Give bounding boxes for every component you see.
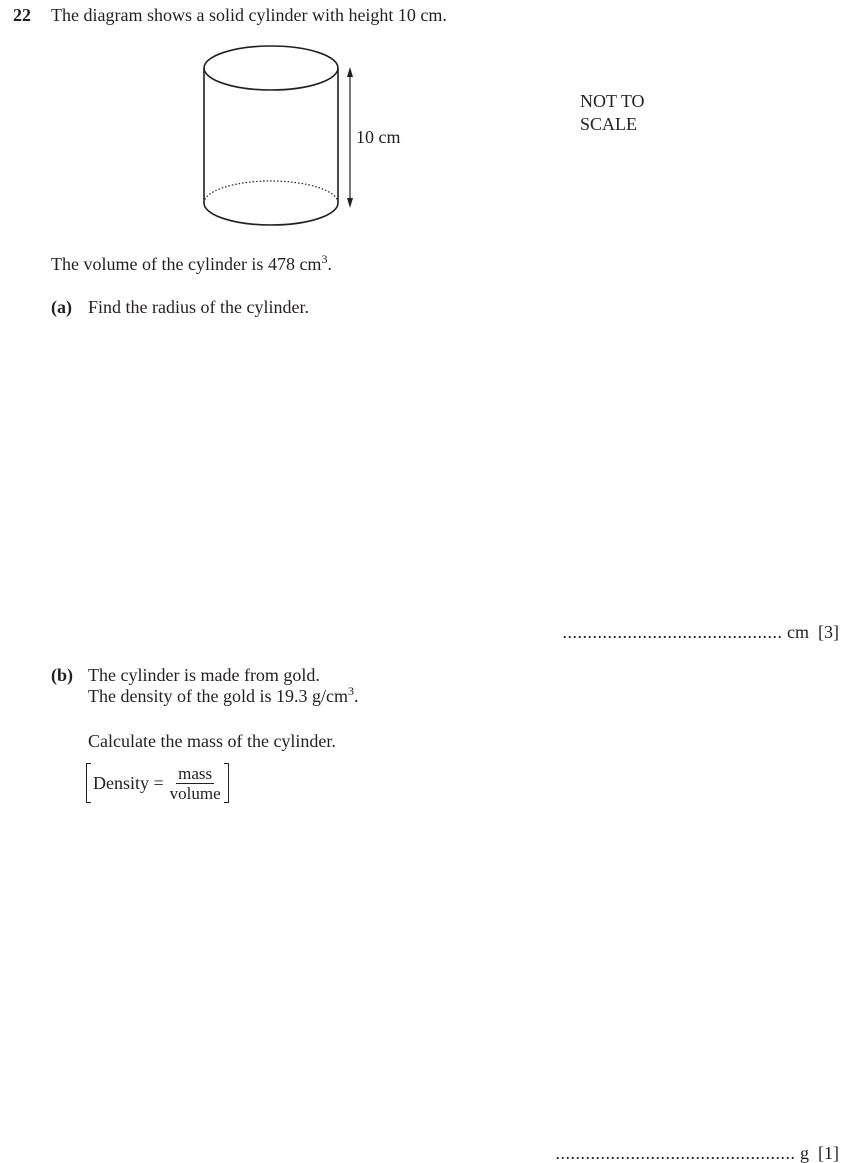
density-formula — [86, 762, 229, 804]
marks: [3] — [818, 622, 839, 642]
answer-unit: g — [800, 1143, 809, 1163]
part-a-answer-line[interactable] — [563, 623, 840, 641]
answer-dots: ................................................ — [555, 1143, 796, 1163]
volume-exponent: 3 — [321, 252, 328, 266]
answer-dots: ............................................ — [562, 622, 783, 642]
formula-right-bracket — [224, 763, 229, 803]
volume-statement — [51, 252, 332, 274]
not-to-scale-note-line2: SCALE — [580, 114, 638, 134]
part-b-line1: The cylinder is made from gold. — [88, 665, 320, 685]
cylinder-top-ellipse — [204, 46, 338, 90]
formula-left-bracket — [86, 763, 91, 803]
not-to-scale-note-line1: NOT TO — [580, 91, 645, 111]
part-b-answer-line[interactable] — [556, 1144, 840, 1162]
part-b-question: Calculate the mass of the cylinder. — [88, 731, 336, 751]
cylinder-diagram — [195, 40, 410, 230]
density-exponent: 3 — [347, 684, 354, 698]
density-end: . — [353, 686, 359, 706]
question-intro: The diagram shows a solid cylinder with height 10 cm. — [51, 5, 447, 25]
part-a-question: Find the radius of the cylinder. — [88, 297, 309, 317]
marks: [1] — [818, 1143, 839, 1163]
volume-text: The volume of the cylinder is 478 cm — [51, 254, 322, 274]
part-b-label: (b) — [51, 665, 73, 685]
height-arrow — [347, 67, 353, 208]
height-label: 10 cm — [356, 127, 401, 147]
formula-lhs: Density = — [93, 773, 164, 793]
formula-denominator: volume — [169, 783, 221, 803]
density-text: The density of the gold is 19.3 g/cm — [88, 686, 348, 706]
cylinder-bottom-front-arc — [204, 203, 338, 225]
part-a-label: (a) — [51, 297, 72, 317]
formula-fraction — [168, 765, 223, 802]
answer-unit: cm — [787, 622, 809, 642]
part-b-line2 — [88, 684, 359, 706]
volume-end: . — [327, 254, 332, 274]
formula-numerator: mass — [178, 763, 213, 783]
question-number: 22 — [13, 5, 31, 25]
cylinder-bottom-hidden-arc — [204, 181, 338, 203]
